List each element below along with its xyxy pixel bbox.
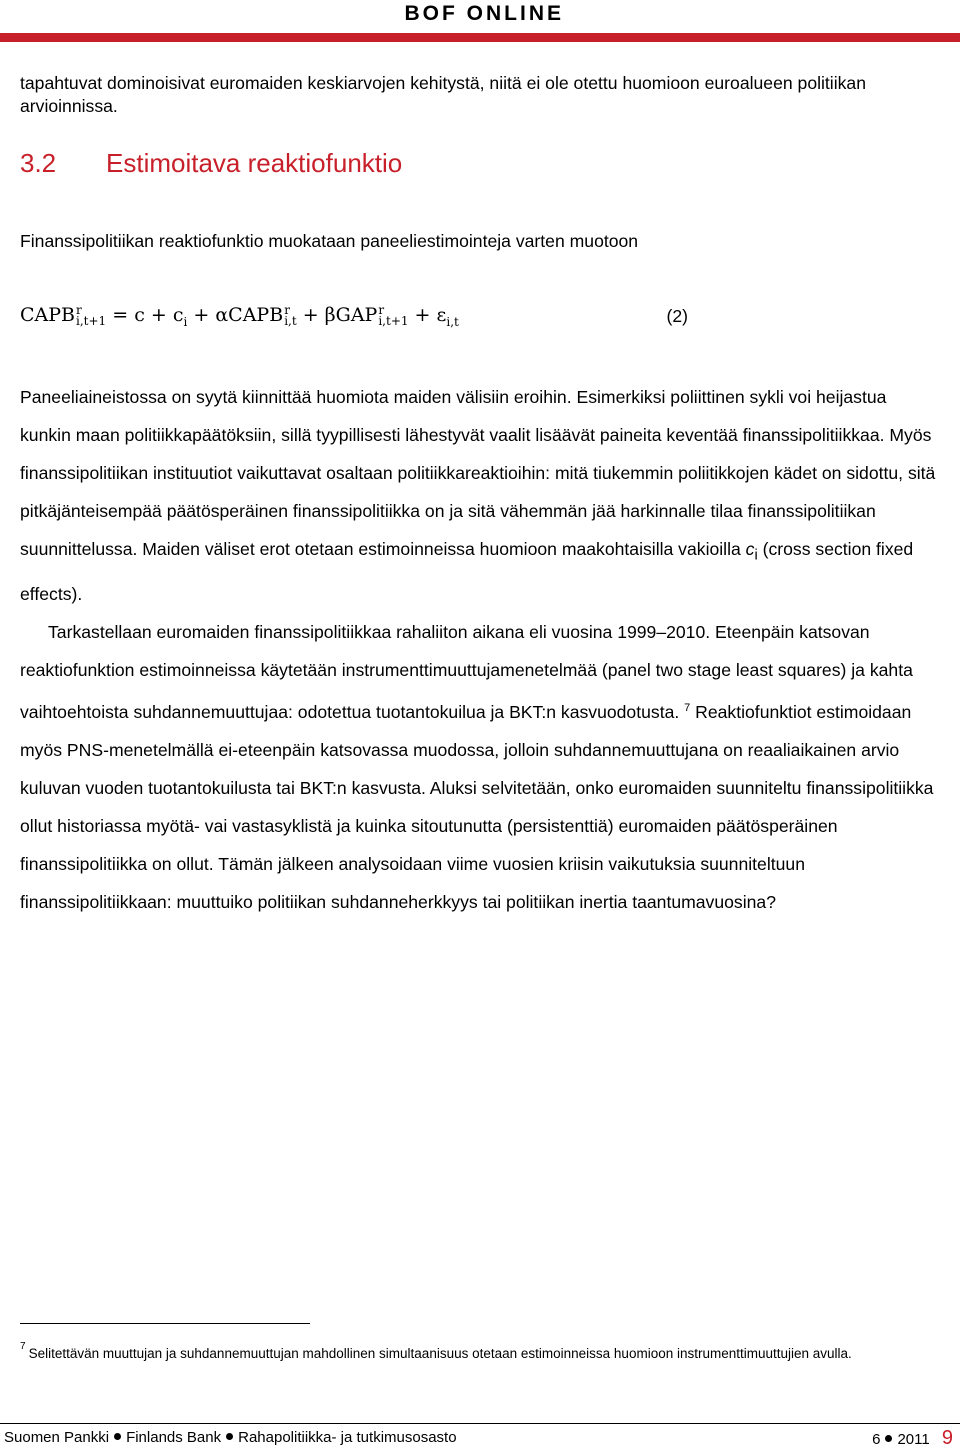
footnote-divider — [20, 1323, 310, 1324]
footnote — [20, 1332, 940, 1368]
section-number: 3.2 — [20, 148, 57, 178]
symbol-c: c — [745, 539, 755, 559]
bullet-icon — [885, 1435, 892, 1442]
page-number: 9 — [941, 1427, 953, 1449]
footer-organization: Suomen Pankki Finlands Bank Rahapolitiikka- ja tutkimusosasto — [4, 1429, 457, 1446]
equation-block — [20, 298, 700, 338]
equation-formula: CAPB r i,t+1 = $c + c_i$ + αCAPB r i,t + βGAP r i,t+1 + $\varepsilon_{i,t}$ — [20, 303, 459, 329]
section-heading — [20, 148, 402, 179]
header-accent-bar — [0, 33, 960, 42]
footnote-text: Selitettävän muuttujan ja suhdannemuuttujan mahdollinen simultaanisuus otetaan estimoinneissa huomioon instrumenttimuuttujien avulla. — [28, 1346, 852, 1361]
intro-paragraph: tapahtuvat dominoisivat euromaiden keskiarvojen kehitystä, niitä ei ole otettu huomioon euroalueen politiikan arvioinnissa. — [20, 73, 866, 116]
main-text — [20, 378, 940, 921]
page-footer — [0, 1426, 960, 1450]
paragraph: Tarkastellaan euromaiden finanssipolitiikkaa rahaliiton aikana eli vuosina 1999–2010. Eteenpäin katsovan reaktiofunktion estimoinneissa käytetään instrumenttimuuttujamenetelmää (panel two stage least squares) ja kahta vaihtoehtoista suhdannemuuttujaa: odotettua tuotantokuilua ja BKT:n kasvuodotusta. $^7$ Reaktiofunktiot estimoidaan myös PNS-menetelmällä ei-eteenpäin katsovassa muodossa, jolloin suhdannemuuttujana on reaaliaikainen arvio kuluvan vuoden tuotantokuilusta tai BKT:n kasvusta. Aluksi selvitetään, onko euromaiden suunniteltu finanssipolitiikka ollut historiassa myötä- vai vastasyklistä ja kuinka sitoutunutta (persistenttiä) euromaiden päätösperäinen finanssipolitiikka on ollut. Tämän jälkeen analysoidaan viime vuosien kriisin vaikutuksia suunniteltuun finanssipolitiikkaan: muuttuiko politiikan suhdanneherkkyys tai politiikan inertia taantumavuosina? — [20, 621, 934, 912]
footnote-reference[interactable]: 7 — [684, 701, 691, 714]
lead-paragraph: Finanssipolitiikan reaktiofunktio muokataan paneeliestimointeja varten muotoon — [20, 231, 639, 251]
bullet-icon — [226, 1433, 233, 1440]
footnote-number: 7 — [20, 1341, 26, 1352]
publication-title: BOF ONLINE — [404, 2, 564, 25]
section-title: Estimoitava reaktiofunktio — [106, 148, 403, 178]
equation-number: (2) — [666, 306, 688, 326]
paragraph: Paneeliaineistossa on syytä kiinnittää huomiota maiden välisiin eroihin. Esimerkiksi poliittinen sykli voi heijastua kunkin maan politiikkapäätöksiin, sillä tyypillisesti lähestyvät vaalit lisäävät paineita keventää finanssipolitiikkaa. Myös finanssipolitiikan instituutiot vaikuttavat osaltaan politiikkareaktioihin: mitä tiukemmin poliitikkojen kädet on sidottu, sitä pitkäjänteisempää päätösperäinen finanssipolitiikka on ja sitä vähemmän jää harkinnalle tilaa finanssipolitiikan suunnittelussa. Maiden väliset erot otetaan estimoinneissa huomioon maakohtaisilla vakioilla $c_i$ (cross section fixed effects). — [20, 387, 936, 604]
bullet-icon — [114, 1433, 121, 1440]
footer-issue: 6 2011 9 — [872, 1427, 953, 1449]
footer-divider — [0, 1423, 960, 1424]
